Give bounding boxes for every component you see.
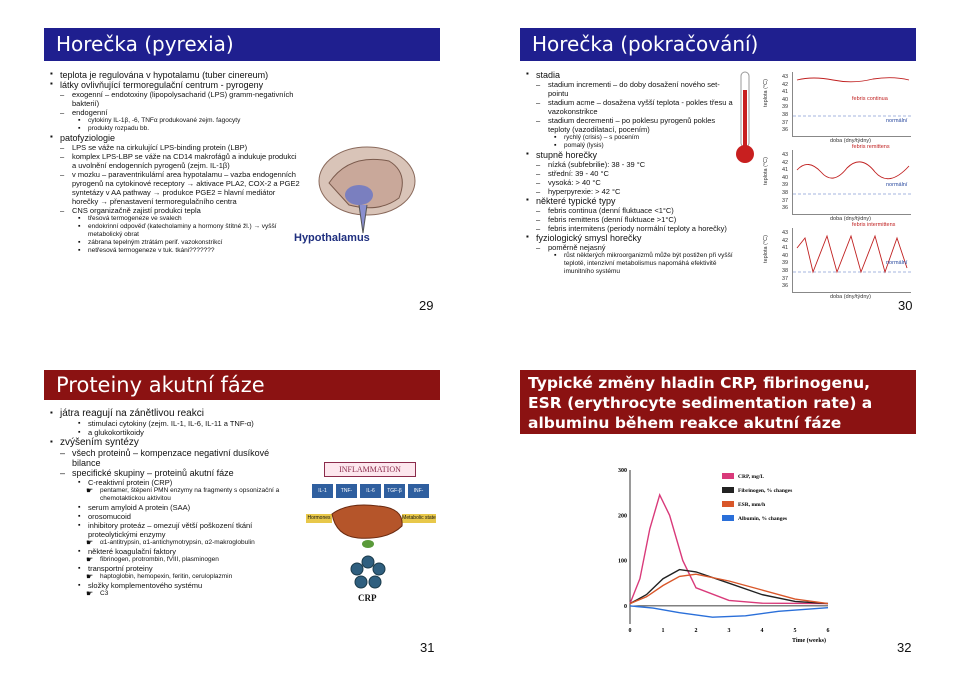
graph-tick: 38 [782,112,789,118]
normal-label: normální [886,118,908,124]
graph-tick: 38 [782,268,789,274]
graph-xlabel: doba (dny/týdny) [830,138,871,144]
legend-swatch [722,473,734,479]
bullet-level-2: – stadium acme – dosažena vyšší teplota - pokles třesu a vazokonstrikce [526,98,736,116]
bullet-level-1: ▪ fyziologický smysl horečky [526,233,736,243]
curve-label: febris remittens [852,144,890,150]
graph-tick: 40 [782,174,789,181]
hormones-box: Hormones [307,515,331,521]
inflammation-diagram [306,462,436,612]
graph-tick: 36 [782,205,789,212]
bullet-level-3: ▪ stimulaci cytokiny (zejm. IL-1, IL-6, IL-11 a TNF-α) [50,419,290,428]
graph-tick: 36 [782,127,789,134]
bullet-level-3: ▪ třesová termogeneze ve svalech [50,215,300,223]
page-number: 31 [420,640,435,655]
bullet-level-1: ▪ teplota je regulována v hypotalamu (tuber cinereum) [50,70,300,80]
bullet-level-3: ▪ serum amyloid A protein (SAA) [50,503,290,512]
bullet-level-2: – všech proteinů – kompenzace negativní dusíkové bilance [50,448,290,468]
bullet-level-3: ▪ endokrinní odpověď (katecholaminy a hormony štítné žl.) → vyšší metabolický obrat [50,223,300,239]
mediator-box: TNF- [336,484,357,498]
graph-tick: 41 [782,245,789,252]
graph-tick: 43 [782,74,789,80]
bullet-level-3: ▪ některé koagulační faktory [50,547,290,556]
legend-label: Fibrinogen, % changes [738,488,793,494]
bullet-level-3: ▪ a glukokortikoidy [50,428,290,437]
slide-title: Horečka (pokračování) [520,28,916,61]
bullet-level-1: ▪ stupně horečky [526,150,736,160]
slide-title: Proteiny akutní fáze [44,370,440,400]
bullet-level-3: ▪ zábrana tepelným ztrátám perif. vazokonstrikcí [50,239,300,247]
bullet-level-2: – exogenní – endotoxiny (lipopolysacharid (LPS) gramm-negativních bakterií) [50,90,300,108]
legend-label: ESR, mm/h [738,502,766,508]
graph-tick: 42 [782,159,789,166]
slide-32 [520,370,916,660]
mediator-box: IL-6 [360,484,381,498]
bullet-level-2: – febris remittens (denní fluktuace >1°C) [526,215,736,224]
graph-xlabel: doba (dny/týdny) [830,216,871,222]
slide-31 [44,370,440,660]
acute-phase-chart [602,462,834,644]
bullet-level-4: ☛ C3 [50,590,290,598]
graph-ylabel: teplota (°C) [762,79,769,107]
graph-tick: 36 [782,283,789,290]
slide-title: Horečka (pyrexia) [44,28,440,61]
y-tick-label: 200 [618,513,627,520]
crp-label: CRP [358,593,377,603]
bullet-level-2: – vysoká: > 40 °C [526,178,736,187]
mediator-box: INF- [408,484,429,498]
fever-graph [762,68,910,144]
bullet-level-4: ☛ fibrinogen, protrombin, fVIII, plasminogen [50,556,290,564]
slide-title: Typické změny hladin CRP, fibrinogenu, ESR (erythrocyte sedimentation rate) a albuminu během reakce akutní fáze [520,370,916,434]
bullet-level-4: ☛ α1-antitrypsin, α1-antichymotrypsin, α2-makroglobulin [50,539,290,547]
x-tick-label: 3 [727,628,731,634]
bullet-level-2: – endogenní [50,108,300,117]
slide-30-bullets [526,70,736,276]
series-line [630,606,828,617]
bullet-level-3: ▪ transportní proteiny [50,564,290,573]
inflammation-box: INFLAMMATION [324,462,416,477]
curve-label: febris intermittens [852,222,896,228]
bullet-level-2: – febris continua (denní fluktuace <1°C) [526,206,736,215]
graph-tick: 40 [782,252,789,259]
slide-30 [520,28,916,328]
graph-ylabel: teplota (°C) [762,235,769,263]
slide-29 [44,28,440,328]
bullet-level-2: – nízká (subfebrilie): 38 - 39 °C [526,160,736,169]
bullet-level-1: ▪ látky ovlivňující termoregulační centrum - pyrogeny [50,80,300,90]
bullet-level-2: – poměrně nejasný [526,243,736,252]
x-tick-label: 1 [661,628,665,634]
bullet-level-2: – CNS organizačně zajistí produkci tepla [50,206,300,215]
bullet-level-2: – v mozku – paraventrikulární area hypotalamu – vazba endogenních pyrogenů na cytokinové receptory → aktivace PLA2, COX-2 a PGE2 syntetázy v AA pathway → produkce PGE2 = hlavní mediátor horečky → přenastavení termoregulačního centra [50,170,300,206]
graph-tick: 41 [782,167,789,174]
series-line [630,570,828,604]
graph-tick: 39 [782,182,789,189]
graph-xlabel: doba (dny/týdny) [830,294,871,300]
normal-label: normální [886,182,908,188]
graph-tick: 38 [782,190,789,196]
fever-curve [797,236,907,272]
bullet-level-2: – stadium incrementi – do doby dosažení nového set-pointu [526,80,736,98]
y-tick-label: 100 [618,558,627,565]
fever-graph [762,222,910,300]
bullet-level-1: ▪ stadia [526,70,736,80]
graph-tick: 37 [782,197,789,204]
x-tick-label: 2 [694,628,698,634]
graph-tick: 43 [782,152,789,158]
graph-tick: 40 [782,96,789,103]
bullet-level-2: – hyperpyrexie: > 42 °C [526,187,736,196]
graph-tick: 39 [782,104,789,111]
bullet-level-3: ▪ produkty rozpadu bb. [50,125,300,133]
bullet-level-3: ▪ netřesová termogeneze v tuk. tkáni??????? [50,247,300,255]
legend-label: Albumin, % changes [738,516,788,522]
page-number: 29 [419,298,434,313]
bullet-level-3: ▪ orosomucoid [50,512,290,521]
bullet-level-2: – stadium decrementi – po poklesu pyrogenů pokles teploty (vazodilatací, pocením) [526,116,736,134]
graph-tick: 43 [782,230,789,236]
bullet-level-1: ▪ játra reagují na zánětlivou reakci [50,408,290,419]
bullet-level-2: – LPS se váže na cirkulující LPS-binding protein (LBP) [50,143,300,152]
bullet-level-3: ▪ složky komplementového systému [50,581,290,590]
bullet-level-4: ☛ pentamer, štěpení PMN enzymy na fragmenty s opsonizační a chemotaktickou aktivitou [50,487,290,503]
bullet-level-3: ▪ pomalý (lysis) [526,142,736,150]
normal-label: normální [886,260,908,266]
graph-tick: 39 [782,260,789,267]
bullet-level-3: ▪ inhibitory proteáz – omezují větší poškození tkání proteolytickými enzymy [50,521,290,539]
liver-crp-illustration [328,496,408,596]
x-tick-label: 5 [793,628,797,634]
slide-31-bullets [50,408,290,598]
hypothalamus-label: Hypothalamus [294,232,370,244]
bullet-level-3: ▪ cytokiny IL-1β, -6, TNFα produkované zejm. fagocyty [50,117,300,125]
bullet-level-2: – febris intermitens (periody normální teploty a horečky) [526,224,736,233]
legend-swatch [722,487,734,493]
page-number: 30 [898,298,913,313]
graph-plot [792,72,911,137]
graph-ylabel: teplota (°C) [762,157,769,185]
mediator-box: TGF-β [384,484,405,498]
curve-label: febris continua [852,96,888,102]
legend-label: CRP, mg/L [738,474,765,480]
fever-curve [797,78,909,82]
graph-tick: 41 [782,89,789,96]
bullet-level-3: ▪ růst některých mikroorganizmů může být postižen při vyšší teplotě, intenzivní metabolismus napomáhá efektivitě imunitního systému [526,252,736,276]
mediator-box: IL-1 [312,484,333,498]
slide-29-bullets [50,70,300,255]
fever-curve [797,162,909,179]
x-tick-label: 4 [760,628,764,634]
y-tick-label: 0 [624,603,627,610]
bullet-level-1: ▪ patofyziologie [50,133,300,143]
bullet-level-2: – komplex LPS-LBP se váže na CD14 makrofágů a indukuje produkci a uvolnění endogenních pyrogenů (zejm. IL-1β) [50,152,300,170]
thermometer-illustration [734,70,756,170]
graph-tick: 37 [782,119,789,126]
x-tick-label: 0 [628,628,632,634]
metabolic-box: Metabolic state [402,515,436,521]
graph-tick: 42 [782,81,789,88]
graph-tick: 42 [782,237,789,244]
legend-swatch [722,501,734,507]
bullet-level-3: ▪ C-reaktivní protein (CRP) [50,478,290,487]
page-number: 32 [897,640,912,655]
bullet-level-1: ▪ některé typické typy [526,196,736,206]
x-axis-label: Time (weeks) [791,638,826,644]
bullet-level-2: – specifické skupiny – proteinů akutní fáze [50,468,290,478]
series-line [630,574,828,603]
bullet-level-3: ▪ rychlý (crisis) – s pocením [526,134,736,142]
fever-graph [762,144,910,222]
legend-swatch [722,515,734,521]
graph-tick: 37 [782,275,789,282]
bullet-level-1: ▪ zvýšením syntézy [50,437,290,448]
y-tick-label: 300 [618,468,627,474]
bullet-level-2: – střední: 39 - 40 °C [526,169,736,178]
x-tick-label: 6 [826,628,830,634]
bullet-level-4: ☛ haptoglobin, hemopexin, feritin, ceruloplazmin [50,573,290,581]
